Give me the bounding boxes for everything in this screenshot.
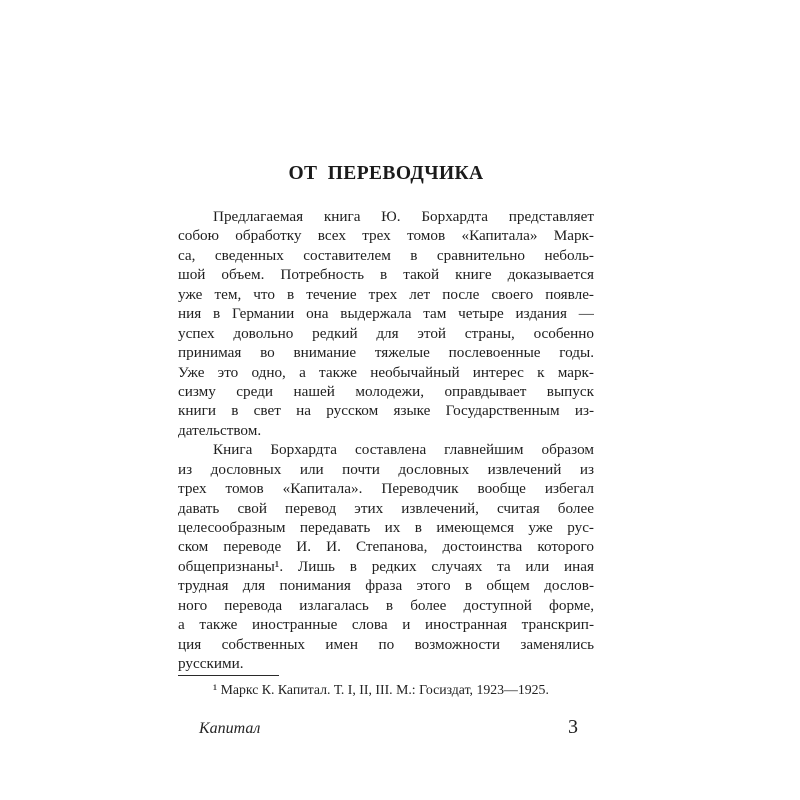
text-line: Предлагаемая книга Ю. Борхардта представляет [213,208,594,225]
text-line: ния в Германии она выдержала там четыре издания — [178,305,594,323]
text-line: Уже это одно, а также необычайный интерес к марк- [178,363,594,381]
text-line: книги в свет на русском языке Государственным из- [178,402,594,420]
text-line: уже тем, что в течение трех лет после своего появле- [178,285,594,303]
body-text [178,207,594,674]
text-line: успех довольно редкий для этой страны, особенно [178,324,594,342]
text-line: ском переводе И. И. Степанова, достоинства которого [178,538,594,556]
text-line: давать свой перевод этих извлечений, считая более [178,499,594,517]
text-line: Книга Борхардта составлена главнейшим образом [213,441,594,459]
text-line: принимая во внимание тяжелые послевоенные годы. [178,344,594,362]
page-title: ОТ ПЕРЕВОДЧИКА [288,163,484,184]
text-line: са, сведенных составителем в сравнительно неболь- [178,246,594,264]
text-line: из дословных или почти дословных извлечений из [178,460,594,478]
text-line: трудная для понимания фраза этого в общем дослов- [178,577,594,595]
text-line: ного перевода излагалась в более доступной форме, [178,596,594,614]
text-line: шой объем. Потребность в такой книге доказывается [178,266,594,284]
text-line: ция собственных имен по возможности заменялись [178,635,594,653]
page-number: 3 [568,716,578,738]
footnote-separator [178,675,279,676]
text-line: общепризнаны¹. Лишь в редких случаях та или иная [178,557,594,575]
text-line: целесообразным передавать их в имеющемся уже рус- [178,519,594,536]
text-line: а также иностранные слова и иностранная транскрип- [178,616,594,634]
text-line: дательством. [178,421,262,439]
text-line: русскими. [178,655,244,673]
text-line: собою обработку всех трех томов «Капитала» Марк- [178,227,594,245]
page-footer [199,716,578,739]
text-line: трех томов «Капитала». Переводчик вообще избегал [178,480,594,498]
footnote: ¹ Маркс К. Капитал. Т. I, II, III. М.: Госиздат, 1923—1925. [213,682,549,697]
running-title: Капитал [199,720,261,737]
text-line: сизму среди нашей молодежи, оправдывает выпуск [178,382,594,400]
